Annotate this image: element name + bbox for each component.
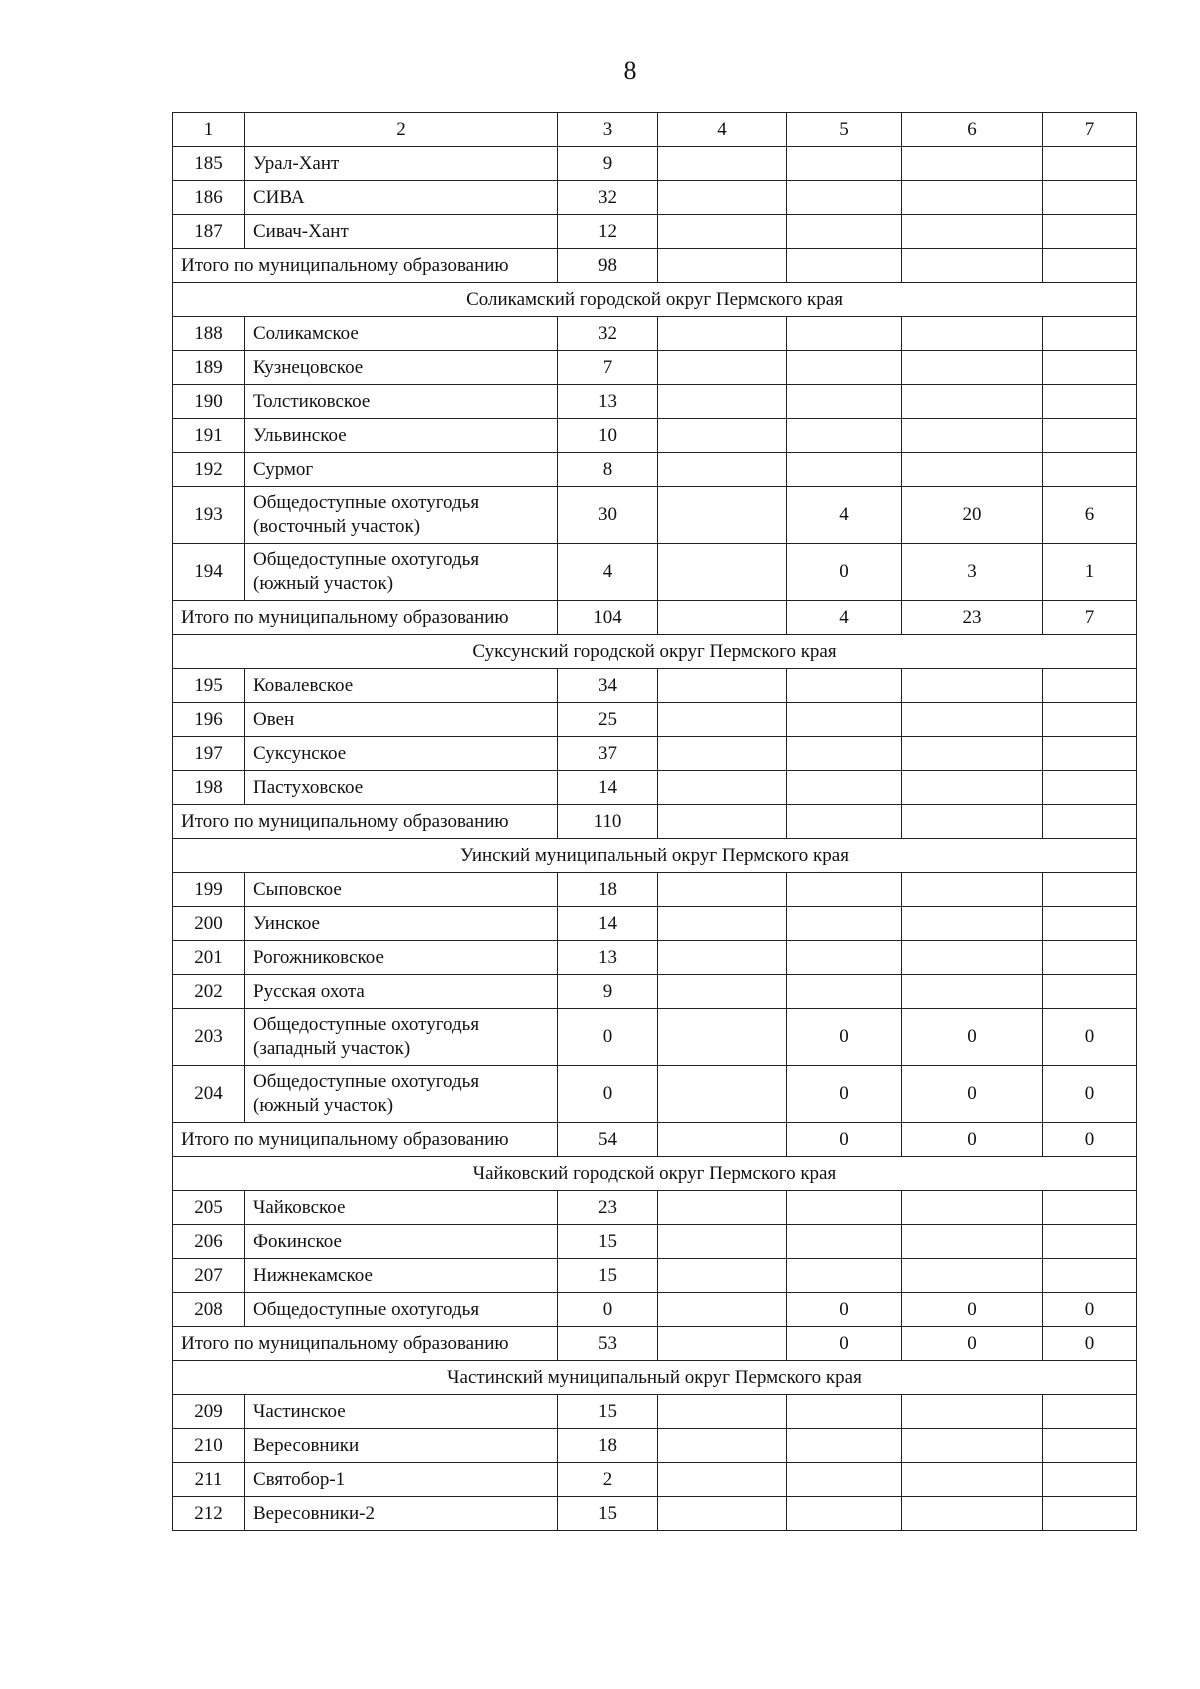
- value-cell-6: [902, 737, 1043, 771]
- value-cell-6: [902, 385, 1043, 419]
- row-number-cell: 199: [173, 873, 245, 907]
- total-value-cell: 104: [558, 601, 658, 635]
- total-value-cell: [787, 805, 902, 839]
- value-cell-4: [658, 941, 787, 975]
- row-number-cell: 201: [173, 941, 245, 975]
- value-cell-4: [658, 487, 787, 544]
- row-number-cell: 206: [173, 1225, 245, 1259]
- ground-name-cell: Урал-Хант: [245, 147, 558, 181]
- value-cell-4: [658, 351, 787, 385]
- ground-name-cell: Общедоступные охотугодья (южный участок): [245, 544, 558, 601]
- row-number-cell: 207: [173, 1259, 245, 1293]
- value-cell-5: [787, 1395, 902, 1429]
- table-row: [173, 1395, 1137, 1429]
- value-cell-6: [902, 181, 1043, 215]
- total-value-cell: 7: [1043, 601, 1137, 635]
- total-value-cell: [902, 805, 1043, 839]
- ground-name-cell: Святобор-1: [245, 1463, 558, 1497]
- value-cell-3: 10: [558, 419, 658, 453]
- table-row: [173, 351, 1137, 385]
- value-cell-3: 15: [558, 1497, 658, 1531]
- value-cell-4: [658, 1395, 787, 1429]
- value-cell-6: [902, 1497, 1043, 1531]
- value-cell-3: 37: [558, 737, 658, 771]
- value-cell-7: [1043, 147, 1137, 181]
- total-row: [173, 1123, 1137, 1157]
- value-cell-3: 0: [558, 1009, 658, 1066]
- value-cell-4: [658, 907, 787, 941]
- value-cell-3: 15: [558, 1395, 658, 1429]
- ground-name-cell: Толстиковское: [245, 385, 558, 419]
- value-cell-5: [787, 1225, 902, 1259]
- value-cell-4: [658, 544, 787, 601]
- section-header-row: [173, 1157, 1137, 1191]
- value-cell-3: 9: [558, 147, 658, 181]
- total-value-cell: 0: [787, 1123, 902, 1157]
- total-row: [173, 601, 1137, 635]
- ground-name-cell: Вересовники-2: [245, 1497, 558, 1531]
- ground-name-cell: Ковалевское: [245, 669, 558, 703]
- value-cell-3: 32: [558, 317, 658, 351]
- section-header-row: [173, 283, 1137, 317]
- value-cell-5: [787, 1497, 902, 1531]
- table-row: [173, 147, 1137, 181]
- total-value-cell: [902, 249, 1043, 283]
- value-cell-4: [658, 1225, 787, 1259]
- value-cell-5: [787, 1463, 902, 1497]
- ground-name-cell: Вересовники: [245, 1429, 558, 1463]
- value-cell-3: 15: [558, 1225, 658, 1259]
- value-cell-3: 4: [558, 544, 658, 601]
- value-cell-4: [658, 771, 787, 805]
- value-cell-6: [902, 669, 1043, 703]
- value-cell-7: [1043, 873, 1137, 907]
- value-cell-4: [658, 215, 787, 249]
- value-cell-6: [902, 1429, 1043, 1463]
- value-cell-5: [787, 453, 902, 487]
- value-cell-3: 34: [558, 669, 658, 703]
- total-value-cell: [1043, 249, 1137, 283]
- value-cell-5: [787, 873, 902, 907]
- value-cell-6: [902, 941, 1043, 975]
- value-cell-4: [658, 669, 787, 703]
- value-cell-7: [1043, 1497, 1137, 1531]
- column-header: 5: [787, 113, 902, 147]
- value-cell-5: [787, 215, 902, 249]
- value-cell-4: [658, 317, 787, 351]
- value-cell-3: 18: [558, 1429, 658, 1463]
- value-cell-4: [658, 181, 787, 215]
- value-cell-5: 0: [787, 544, 902, 601]
- value-cell-4: [658, 873, 787, 907]
- value-cell-6: [902, 907, 1043, 941]
- value-cell-5: [787, 941, 902, 975]
- row-number-cell: 193: [173, 487, 245, 544]
- table-row: [173, 1293, 1137, 1327]
- table-row: [173, 1259, 1137, 1293]
- value-cell-7: [1043, 181, 1137, 215]
- value-cell-7: [1043, 1395, 1137, 1429]
- value-cell-6: [902, 703, 1043, 737]
- row-number-cell: 196: [173, 703, 245, 737]
- table-row: [173, 1009, 1137, 1066]
- row-number-cell: 198: [173, 771, 245, 805]
- column-header: 7: [1043, 113, 1137, 147]
- ground-name-cell: Пастуховское: [245, 771, 558, 805]
- value-cell-3: 13: [558, 941, 658, 975]
- value-cell-7: [1043, 771, 1137, 805]
- row-number-cell: 191: [173, 419, 245, 453]
- value-cell-5: [787, 1191, 902, 1225]
- table-row: [173, 669, 1137, 703]
- value-cell-7: [1043, 1429, 1137, 1463]
- row-number-cell: 185: [173, 147, 245, 181]
- value-cell-6: [902, 215, 1043, 249]
- section-title: Частинский муниципальный округ Пермского края: [173, 1361, 1137, 1395]
- value-cell-3: 30: [558, 487, 658, 544]
- total-label: Итого по муниципальному образованию: [173, 1123, 558, 1157]
- value-cell-3: 25: [558, 703, 658, 737]
- value-cell-6: [902, 453, 1043, 487]
- ground-name-cell: Общедоступные охотугодья: [245, 1293, 558, 1327]
- value-cell-4: [658, 419, 787, 453]
- value-cell-6: 0: [902, 1009, 1043, 1066]
- value-cell-4: [658, 1259, 787, 1293]
- ground-name-cell: Сивач-Хант: [245, 215, 558, 249]
- row-number-cell: 204: [173, 1066, 245, 1123]
- table-row: [173, 907, 1137, 941]
- row-number-cell: 209: [173, 1395, 245, 1429]
- value-cell-3: 32: [558, 181, 658, 215]
- table-row: [173, 419, 1137, 453]
- value-cell-6: [902, 873, 1043, 907]
- value-cell-7: [1043, 907, 1137, 941]
- ground-name-cell: Фокинское: [245, 1225, 558, 1259]
- total-value-cell: 53: [558, 1327, 658, 1361]
- total-value-cell: 0: [902, 1123, 1043, 1157]
- section-header-row: [173, 635, 1137, 669]
- total-value-cell: 0: [1043, 1327, 1137, 1361]
- page-number: 8: [623, 56, 637, 85]
- table-body: [173, 147, 1137, 1531]
- value-cell-6: [902, 351, 1043, 385]
- value-cell-4: [658, 453, 787, 487]
- value-cell-6: [902, 1191, 1043, 1225]
- value-cell-7: [1043, 453, 1137, 487]
- ground-name-cell: Соликамское: [245, 317, 558, 351]
- row-number-cell: 203: [173, 1009, 245, 1066]
- ground-name-cell: Ульвинское: [245, 419, 558, 453]
- column-number-row: [173, 113, 1137, 147]
- value-cell-5: [787, 419, 902, 453]
- total-value-cell: 23: [902, 601, 1043, 635]
- value-cell-7: 1: [1043, 544, 1137, 601]
- table-row: [173, 1497, 1137, 1531]
- ground-name-cell: Общедоступные охотугодья (южный участок): [245, 1066, 558, 1123]
- column-header: 1: [173, 113, 245, 147]
- table-row: [173, 1225, 1137, 1259]
- table-row: [173, 385, 1137, 419]
- row-number-cell: 208: [173, 1293, 245, 1327]
- value-cell-7: 6: [1043, 487, 1137, 544]
- row-number-cell: 210: [173, 1429, 245, 1463]
- total-value-cell: 110: [558, 805, 658, 839]
- value-cell-7: [1043, 419, 1137, 453]
- table-row: [173, 317, 1137, 351]
- value-cell-5: [787, 317, 902, 351]
- total-label: Итого по муниципальному образованию: [173, 1327, 558, 1361]
- value-cell-7: [1043, 1463, 1137, 1497]
- value-cell-4: [658, 1429, 787, 1463]
- value-cell-6: 3: [902, 544, 1043, 601]
- total-label: Итого по муниципальному образованию: [173, 601, 558, 635]
- value-cell-7: [1043, 385, 1137, 419]
- value-cell-3: 0: [558, 1066, 658, 1123]
- value-cell-4: [658, 385, 787, 419]
- ground-name-cell: Частинское: [245, 1395, 558, 1429]
- value-cell-6: [902, 771, 1043, 805]
- total-row: [173, 1327, 1137, 1361]
- table-row: [173, 1463, 1137, 1497]
- total-value-cell: [658, 1327, 787, 1361]
- row-number-cell: 197: [173, 737, 245, 771]
- value-cell-3: 14: [558, 771, 658, 805]
- table-row: [173, 873, 1137, 907]
- total-value-cell: 98: [558, 249, 658, 283]
- value-cell-4: [658, 703, 787, 737]
- total-value-cell: 0: [902, 1327, 1043, 1361]
- total-value-cell: [1043, 805, 1137, 839]
- value-cell-5: [787, 975, 902, 1009]
- table-row: [173, 1066, 1137, 1123]
- table-row: [173, 544, 1137, 601]
- column-header: 6: [902, 113, 1043, 147]
- value-cell-6: [902, 1259, 1043, 1293]
- ground-name-cell: СИВА: [245, 181, 558, 215]
- ground-name-cell: Кузнецовское: [245, 351, 558, 385]
- ground-name-cell: Сыповское: [245, 873, 558, 907]
- value-cell-5: 0: [787, 1009, 902, 1066]
- value-cell-5: [787, 669, 902, 703]
- ground-name-cell: Нижнекамское: [245, 1259, 558, 1293]
- value-cell-3: 13: [558, 385, 658, 419]
- value-cell-6: [902, 1395, 1043, 1429]
- row-number-cell: 205: [173, 1191, 245, 1225]
- value-cell-5: 4: [787, 487, 902, 544]
- hunting-grounds-table: [172, 112, 1137, 1531]
- ground-name-cell: Русская охота: [245, 975, 558, 1009]
- table-row: [173, 941, 1137, 975]
- value-cell-7: [1043, 1225, 1137, 1259]
- value-cell-5: [787, 385, 902, 419]
- value-cell-5: [787, 1429, 902, 1463]
- value-cell-3: 9: [558, 975, 658, 1009]
- value-cell-7: 0: [1043, 1009, 1137, 1066]
- value-cell-5: 0: [787, 1293, 902, 1327]
- value-cell-7: [1043, 215, 1137, 249]
- value-cell-5: [787, 147, 902, 181]
- value-cell-3: 18: [558, 873, 658, 907]
- section-title: Чайковский городской округ Пермского края: [173, 1157, 1137, 1191]
- ground-name-cell: Уинское: [245, 907, 558, 941]
- ground-name-cell: Рогожниковское: [245, 941, 558, 975]
- value-cell-7: [1043, 317, 1137, 351]
- value-cell-6: [902, 1463, 1043, 1497]
- value-cell-6: [902, 975, 1043, 1009]
- total-value-cell: 0: [1043, 1123, 1137, 1157]
- ground-name-cell: Сурмог: [245, 453, 558, 487]
- total-value-cell: [658, 601, 787, 635]
- value-cell-6: 0: [902, 1293, 1043, 1327]
- value-cell-4: [658, 1191, 787, 1225]
- value-cell-6: [902, 317, 1043, 351]
- value-cell-4: [658, 1066, 787, 1123]
- value-cell-7: [1043, 669, 1137, 703]
- value-cell-5: [787, 771, 902, 805]
- value-cell-4: [658, 975, 787, 1009]
- value-cell-4: [658, 1497, 787, 1531]
- value-cell-5: [787, 181, 902, 215]
- ground-name-cell: Суксунское: [245, 737, 558, 771]
- value-cell-5: 0: [787, 1066, 902, 1123]
- section-header-row: [173, 1361, 1137, 1395]
- value-cell-6: 20: [902, 487, 1043, 544]
- value-cell-7: [1043, 1259, 1137, 1293]
- row-number-cell: 212: [173, 1497, 245, 1531]
- row-number-cell: 192: [173, 453, 245, 487]
- total-label: Итого по муниципальному образованию: [173, 805, 558, 839]
- value-cell-4: [658, 1463, 787, 1497]
- table-row: [173, 771, 1137, 805]
- total-value-cell: 4: [787, 601, 902, 635]
- value-cell-4: [658, 737, 787, 771]
- table-row: [173, 487, 1137, 544]
- total-row: [173, 249, 1137, 283]
- value-cell-4: [658, 147, 787, 181]
- value-cell-3: 2: [558, 1463, 658, 1497]
- total-value-cell: 54: [558, 1123, 658, 1157]
- row-number-cell: 187: [173, 215, 245, 249]
- column-header: 2: [245, 113, 558, 147]
- section-header-row: [173, 839, 1137, 873]
- value-cell-3: 23: [558, 1191, 658, 1225]
- value-cell-3: 7: [558, 351, 658, 385]
- value-cell-3: 8: [558, 453, 658, 487]
- value-cell-7: [1043, 737, 1137, 771]
- row-number-cell: 190: [173, 385, 245, 419]
- column-header: 4: [658, 113, 787, 147]
- value-cell-7: [1043, 703, 1137, 737]
- value-cell-6: [902, 1225, 1043, 1259]
- row-number-cell: 186: [173, 181, 245, 215]
- value-cell-3: 12: [558, 215, 658, 249]
- row-number-cell: 195: [173, 669, 245, 703]
- column-header: 3: [558, 113, 658, 147]
- table-row: [173, 1191, 1137, 1225]
- table-row: [173, 975, 1137, 1009]
- table-row: [173, 453, 1137, 487]
- table-row: [173, 737, 1137, 771]
- value-cell-3: 15: [558, 1259, 658, 1293]
- total-value-cell: [787, 249, 902, 283]
- value-cell-4: [658, 1293, 787, 1327]
- value-cell-7: 0: [1043, 1293, 1137, 1327]
- value-cell-5: [787, 737, 902, 771]
- ground-name-cell: Общедоступные охотугодья (западный участок): [245, 1009, 558, 1066]
- table-row: [173, 1429, 1137, 1463]
- ground-name-cell: Чайковское: [245, 1191, 558, 1225]
- value-cell-6: [902, 419, 1043, 453]
- value-cell-7: [1043, 975, 1137, 1009]
- row-number-cell: 194: [173, 544, 245, 601]
- row-number-cell: 211: [173, 1463, 245, 1497]
- ground-name-cell: Общедоступные охотугодья (восточный участок): [245, 487, 558, 544]
- ground-name-cell: Овен: [245, 703, 558, 737]
- total-value-cell: [658, 249, 787, 283]
- total-row: [173, 805, 1137, 839]
- section-title: Уинский муниципальный округ Пермского края: [173, 839, 1137, 873]
- total-value-cell: [658, 1123, 787, 1157]
- row-number-cell: 202: [173, 975, 245, 1009]
- total-value-cell: 0: [787, 1327, 902, 1361]
- value-cell-7: [1043, 351, 1137, 385]
- row-number-cell: 189: [173, 351, 245, 385]
- value-cell-7: [1043, 941, 1137, 975]
- row-number-cell: 200: [173, 907, 245, 941]
- section-title: Суксунский городской округ Пермского края: [173, 635, 1137, 669]
- value-cell-5: [787, 351, 902, 385]
- value-cell-3: 14: [558, 907, 658, 941]
- total-value-cell: [658, 805, 787, 839]
- section-title: Соликамский городской округ Пермского края: [173, 283, 1137, 317]
- row-number-cell: 188: [173, 317, 245, 351]
- table-row: [173, 215, 1137, 249]
- value-cell-6: 0: [902, 1066, 1043, 1123]
- value-cell-3: 0: [558, 1293, 658, 1327]
- value-cell-4: [658, 1009, 787, 1066]
- value-cell-5: [787, 703, 902, 737]
- value-cell-6: [902, 147, 1043, 181]
- value-cell-7: 0: [1043, 1066, 1137, 1123]
- value-cell-7: [1043, 1191, 1137, 1225]
- value-cell-5: [787, 907, 902, 941]
- table-row: [173, 181, 1137, 215]
- value-cell-5: [787, 1259, 902, 1293]
- total-label: Итого по муниципальному образованию: [173, 249, 558, 283]
- table-row: [173, 703, 1137, 737]
